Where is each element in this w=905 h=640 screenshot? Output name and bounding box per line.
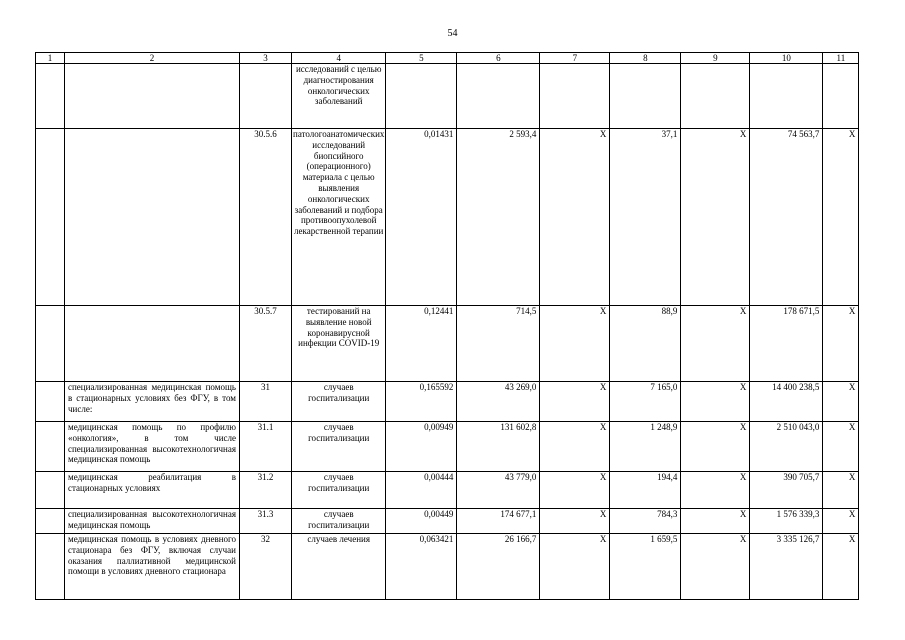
cell-col9: X bbox=[681, 382, 750, 422]
cell-col7 bbox=[540, 64, 610, 129]
cell-unit: случаев лечения bbox=[292, 534, 386, 600]
cell-col11: X bbox=[823, 534, 859, 600]
table-row bbox=[36, 422, 859, 472]
cell-col9: X bbox=[681, 534, 750, 600]
cell-per-capita: 7 165,0 bbox=[610, 382, 681, 422]
cell-description bbox=[65, 129, 240, 306]
cell-total: 3 335 126,7 bbox=[750, 534, 823, 600]
column-number-4: 4 bbox=[292, 53, 386, 64]
cell-col11: X bbox=[823, 472, 859, 509]
cell-col11: X bbox=[823, 509, 859, 534]
header-row bbox=[36, 53, 859, 64]
cell-cost: 2 593,4 bbox=[457, 129, 540, 306]
cell-rate: 0,01431 bbox=[386, 129, 457, 306]
data-table bbox=[35, 52, 859, 600]
cell-rate: 0,165592 bbox=[386, 382, 457, 422]
cell-rate: 0,063421 bbox=[386, 534, 457, 600]
cell-unit: случаев госпитализации bbox=[292, 422, 386, 472]
cell-code: 32 bbox=[240, 534, 292, 600]
cell-code: 31.1 bbox=[240, 422, 292, 472]
table-row bbox=[36, 534, 859, 600]
cell-col7: X bbox=[540, 509, 610, 534]
cell-col7: X bbox=[540, 382, 610, 422]
cell-row-number bbox=[36, 422, 65, 472]
column-number-2: 2 bbox=[65, 53, 240, 64]
cell-row-number bbox=[36, 472, 65, 509]
cell-col9 bbox=[681, 64, 750, 129]
cell-unit: случаев госпитализации bbox=[292, 472, 386, 509]
cell-col9: X bbox=[681, 509, 750, 534]
cell-cost: 43 779,0 bbox=[457, 472, 540, 509]
column-number-11: 11 bbox=[823, 53, 859, 64]
column-number-5: 5 bbox=[386, 53, 457, 64]
cell-per-capita: 1 659,5 bbox=[610, 534, 681, 600]
cell-per-capita: 37,1 bbox=[610, 129, 681, 306]
cell-col9: X bbox=[681, 129, 750, 306]
cell-row-number bbox=[36, 509, 65, 534]
cell-col9: X bbox=[681, 422, 750, 472]
cell-col11: X bbox=[823, 422, 859, 472]
cell-description: специализированная медицинская помощь в стационарных условиях без ФГУ, в том числе: bbox=[65, 382, 240, 422]
cell-col7: X bbox=[540, 534, 610, 600]
cell-description bbox=[65, 306, 240, 382]
cell-description: медицинская помощь в условиях дневного стационара без ФГУ, включая случаи оказания паллиативной медицинской помощи в условиях дневного стационара bbox=[65, 534, 240, 600]
cell-per-capita: 194,4 bbox=[610, 472, 681, 509]
cell-unit: исследований с целью диагностирования онкологических заболеваний bbox=[292, 64, 386, 129]
cell-total: 14 400 238,5 bbox=[750, 382, 823, 422]
cell-col9: X bbox=[681, 306, 750, 382]
cell-total: 390 705,7 bbox=[750, 472, 823, 509]
cell-per-capita: 1 248,9 bbox=[610, 422, 681, 472]
cell-col11 bbox=[823, 64, 859, 129]
cell-unit: случаев госпитализации bbox=[292, 382, 386, 422]
cell-rate: 0,00444 bbox=[386, 472, 457, 509]
cell-total: 178 671,5 bbox=[750, 306, 823, 382]
cell-code: 31.3 bbox=[240, 509, 292, 534]
cell-row-number bbox=[36, 64, 65, 129]
cell-unit: случаев госпитализации bbox=[292, 509, 386, 534]
cell-total: 2 510 043,0 bbox=[750, 422, 823, 472]
cell-cost: 174 677,1 bbox=[457, 509, 540, 534]
cell-description: медицинская помощь по профилю «онкология», в том числе специализированная высокотехнологичная медицинская помощь bbox=[65, 422, 240, 472]
cell-description bbox=[65, 64, 240, 129]
cell-col7: X bbox=[540, 422, 610, 472]
cell-total: 1 576 339,3 bbox=[750, 509, 823, 534]
cell-col9: X bbox=[681, 472, 750, 509]
column-number-6: 6 bbox=[457, 53, 540, 64]
cell-col7: X bbox=[540, 306, 610, 382]
cell-code: 31 bbox=[240, 382, 292, 422]
cell-rate: 0,12441 bbox=[386, 306, 457, 382]
cell-unit: патологоанатомических исследований биопсийного (операционного) материала с целью выявления онкологических заболеваний и подбора противоопухолевой лекарственной терапии bbox=[292, 129, 386, 306]
column-number-3: 3 bbox=[240, 53, 292, 64]
table-row bbox=[36, 129, 859, 306]
table-row bbox=[36, 382, 859, 422]
cell-row-number bbox=[36, 382, 65, 422]
cell-rate: 0,00449 bbox=[386, 509, 457, 534]
column-number-7: 7 bbox=[540, 53, 610, 64]
cell-description: специализированная высокотехнологичная медицинская помощь bbox=[65, 509, 240, 534]
table-row bbox=[36, 306, 859, 382]
cell-unit: тестирований на выявление новой коронавирусной инфекции COVID-19 bbox=[292, 306, 386, 382]
cell-row-number bbox=[36, 534, 65, 600]
cell-col7: X bbox=[540, 472, 610, 509]
cell-col7: X bbox=[540, 129, 610, 306]
cell-code bbox=[240, 64, 292, 129]
cell-cost: 714,5 bbox=[457, 306, 540, 382]
cell-rate bbox=[386, 64, 457, 129]
column-number-8: 8 bbox=[610, 53, 681, 64]
cell-cost: 43 269,0 bbox=[457, 382, 540, 422]
column-number-1: 1 bbox=[36, 53, 65, 64]
cell-col11: X bbox=[823, 382, 859, 422]
cell-per-capita: 88,9 bbox=[610, 306, 681, 382]
cell-total: 74 563,7 bbox=[750, 129, 823, 306]
table-row bbox=[36, 472, 859, 509]
cell-cost bbox=[457, 64, 540, 129]
cell-rate: 0,00949 bbox=[386, 422, 457, 472]
column-number-9: 9 bbox=[681, 53, 750, 64]
cell-description: медицинская реабилитация в стационарных условиях bbox=[65, 472, 240, 509]
cell-code: 31.2 bbox=[240, 472, 292, 509]
cell-col11: X bbox=[823, 306, 859, 382]
cell-total bbox=[750, 64, 823, 129]
cell-code: 30.5.6 bbox=[240, 129, 292, 306]
table-row bbox=[36, 509, 859, 534]
table-row bbox=[36, 64, 859, 129]
cell-row-number bbox=[36, 306, 65, 382]
cell-code: 30.5.7 bbox=[240, 306, 292, 382]
page-number: 54 bbox=[447, 28, 458, 39]
cell-row-number bbox=[36, 129, 65, 306]
column-number-10: 10 bbox=[750, 53, 823, 64]
cell-cost: 26 166,7 bbox=[457, 534, 540, 600]
cell-per-capita bbox=[610, 64, 681, 129]
cell-col11: X bbox=[823, 129, 859, 306]
cell-per-capita: 784,3 bbox=[610, 509, 681, 534]
cell-cost: 131 602,8 bbox=[457, 422, 540, 472]
